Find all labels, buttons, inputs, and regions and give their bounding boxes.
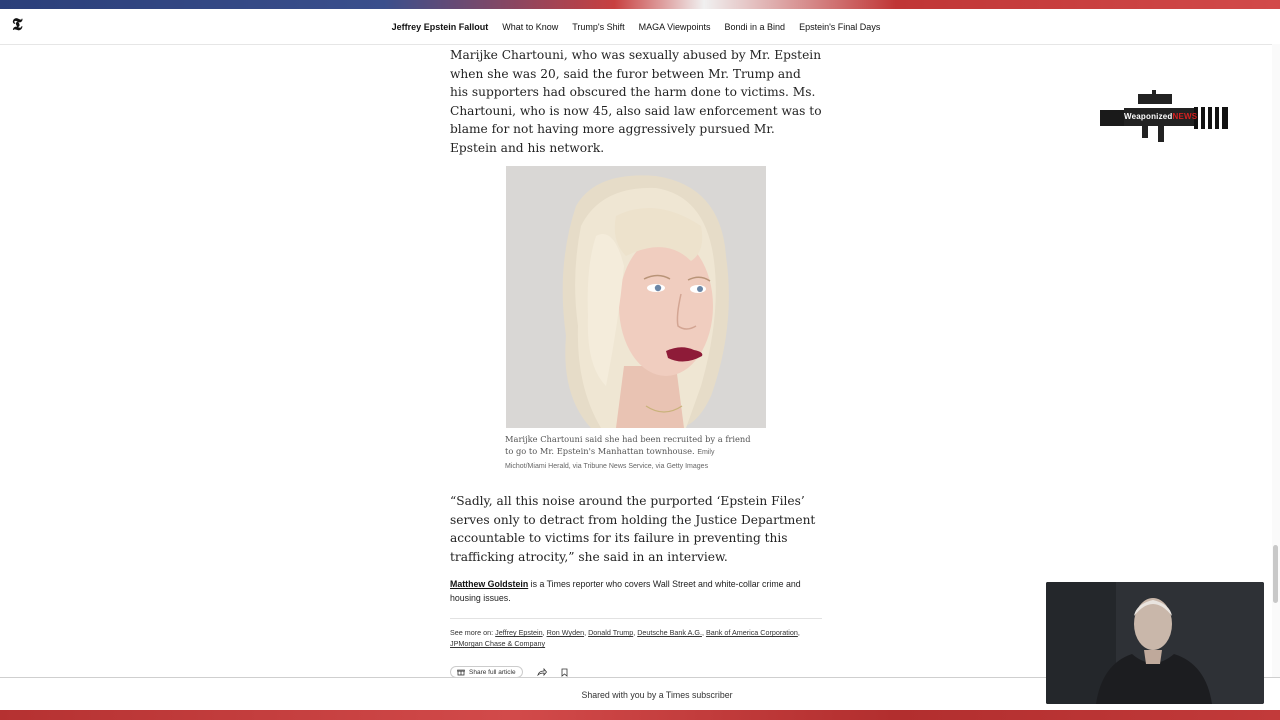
- article-quote-paragraph: “Sadly, all this noise around the purported ‘Epstein Files’ serves only to detract from holding the Justice Department accountable to victims for its failure in preventing this trafficking atrocity,” she said in an interview.: [450, 494, 816, 564]
- topic-link[interactable]: Bank of America Corporation: [705, 628, 798, 637]
- see-more-topics: See more on: Jeffrey Epstein, Ron Wyden, Donald Trump, Deutsche Bank A.G., Bank of America Corporation, JPMorgan Chase & Company: [450, 628, 800, 649]
- nav-item-jeffrey-epstein-fallout[interactable]: Jeffrey Epstein Fallout: [391, 21, 489, 32]
- see-more-label: See more on:: [450, 628, 496, 637]
- flag-banner-top: [0, 0, 1280, 9]
- bookmark-icon[interactable]: [561, 668, 568, 677]
- webcam-overlay: [1046, 582, 1264, 704]
- author-bio: [450, 577, 822, 605]
- nav-item-trumps-shift[interactable]: Trump's Shift: [572, 21, 625, 32]
- top-navigation-bar: [0, 9, 1280, 45]
- weaponized-news-logo: [1098, 88, 1232, 148]
- nav-items: [0, 9, 1280, 44]
- scrollbar-thumb[interactable]: [1273, 545, 1278, 603]
- author-bio-text: is a Times reporter who covers Wall Street and white-collar crime and housing issues.: [450, 579, 801, 603]
- share-label: Share full article: [469, 668, 516, 676]
- topic-link[interactable]: Ron Wyden: [546, 628, 585, 637]
- divider: [450, 618, 822, 619]
- photo-caption: [505, 433, 755, 473]
- topic-link[interactable]: Deutsche Bank A.G.: [637, 628, 702, 637]
- nav-item-what-to-know[interactable]: What to Know: [502, 21, 559, 32]
- article-paragraph: Marijke Chartouni, who was sexually abused by Mr. Epstein when she was 20, said the furor between Mr. Trump and his supporters had obscured the harm done to victims. Ms. Chartouni, who is now 45, also said law enforcement was to blame for not having more aggressively pursued Mr. Epstein and his network.: [450, 48, 822, 155]
- photo-credit: Emily Michot/Miami Herald, via Tribune News Service, via Getty Images: [505, 449, 715, 470]
- presenter-video: [1046, 582, 1264, 704]
- flag-banner-bottom: [0, 710, 1280, 720]
- nav-item-bondi-in-a-bind[interactable]: Bondi in a Bind: [724, 21, 786, 32]
- gift-icon: [457, 668, 465, 676]
- weaponized-news-text: WeaponizedNEWS: [1124, 112, 1198, 121]
- nav-item-maga-viewpoints[interactable]: MAGA Viewpoints: [638, 21, 711, 32]
- nyt-logo-icon[interactable]: 𝕿: [12, 15, 23, 35]
- topic-link[interactable]: Donald Trump: [588, 628, 634, 637]
- author-link[interactable]: Matthew Goldstein: [450, 579, 529, 589]
- portrait-image: [506, 166, 766, 428]
- caption-text: Marijke Chartouni said she had been recruited by a friend to go to Mr. Epstein's Manhattan townhouse.: [505, 434, 751, 456]
- article-photo: [506, 166, 766, 428]
- shared-by-text: Shared with you by a Times subscriber: [581, 689, 733, 700]
- nav-item-epsteins-final-days[interactable]: Epstein's Final Days: [799, 21, 881, 32]
- topic-link[interactable]: Jeffrey Epstein: [495, 628, 543, 637]
- share-arrow-icon[interactable]: [537, 668, 547, 676]
- topic-link[interactable]: JPMorgan Chase & Company: [450, 639, 546, 649]
